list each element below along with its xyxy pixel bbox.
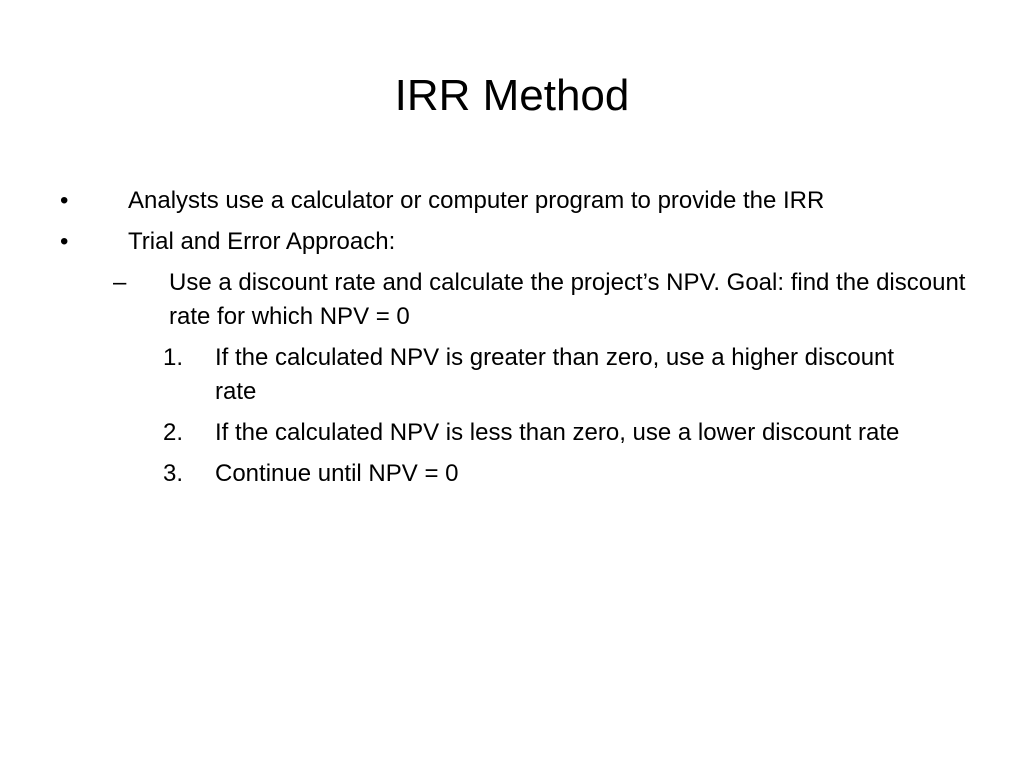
sub-bullet-text: Use a discount rate and calculate the project’s NPV. Goal: find the discount rate for which NPV = 0 [169,269,966,330]
sub-bullet-marker: – [113,269,127,296]
bullet-marker: • [60,228,69,255]
bullet-text: Trial and Error Approach: [128,228,396,255]
sub-bullet-item [0,266,1024,334]
slide-body [0,184,1024,498]
step-number: 2. [163,419,184,446]
slide-title: IRR Method [394,71,630,120]
bullet-text: Analysts use a calculator or computer program to provide the IRR [128,187,825,214]
step-text: If the calculated NPV is greater than zero, use a higher discount rate [215,344,895,405]
step-number: 3. [163,460,184,487]
bullet-marker: • [60,187,69,214]
numbered-step [0,457,1024,491]
bullet-item [0,184,1024,218]
step-text: Continue until NPV = 0 [215,460,459,487]
numbered-step [0,416,1024,450]
step-text: If the calculated NPV is less than zero, use a lower discount rate [215,419,900,446]
step-number: 1. [163,344,184,371]
bullet-item [0,225,1024,259]
numbered-step [0,341,1024,409]
